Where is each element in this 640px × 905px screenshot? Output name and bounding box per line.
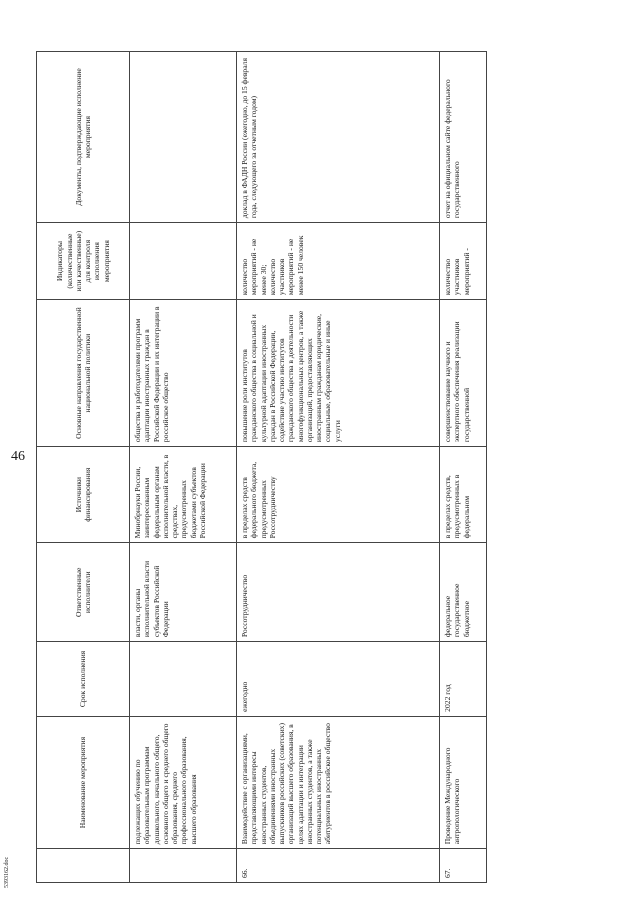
- cell-executors: Россотрудничество: [237, 543, 440, 642]
- cell-directions: общества и работодателями программ адаптации иностранных граждан в Российской Федерации и их интеграции в российское общество: [130, 300, 237, 447]
- header-term: Срок исполнения: [37, 642, 130, 717]
- cell-number: [130, 849, 237, 883]
- header-name: Наименование мероприятия: [37, 716, 130, 848]
- table-row: [237, 52, 440, 883]
- cell-documents: отчет на официальном сайте федерального государственного: [440, 52, 487, 223]
- header-number: [37, 849, 130, 883]
- rotated-page: [8, 37, 563, 897]
- cell-directions: повышение роли институтов гражданского общества в социальной и культурной адаптации иностранных граждан в Российской Федерации, содействие участию институтов гражданского общества в деятельности многофункциональных центров, а также организаций, предоставляющих иностранным гражданам юридические, социальные, образовательные и иные услуги: [237, 300, 440, 447]
- cell-funding: в пределах средств федерального бюджета, предусмотренных Россотрудничеству: [237, 447, 440, 543]
- cell-indicators: количество мероприятий - не менее 30; количество участников мероприятий - не менее 150 человек: [237, 223, 440, 300]
- cell-indicators: [130, 223, 237, 300]
- header-executors: Ответственные исполнители: [37, 543, 130, 642]
- cell-documents: доклад в ФАДН России (ежегодно, до 15 февраля года, следующего за отчетным годом): [237, 52, 440, 223]
- table-row: [440, 52, 487, 883]
- header-documents: Документы, подтверждающие исполнение мероприятия: [37, 52, 130, 223]
- cell-funding: в пределах средств, предусмотренных в федеральном: [440, 447, 487, 543]
- cell-number: 66.: [237, 849, 440, 883]
- table-header-row: [37, 52, 130, 883]
- header-indicators: Индикаторы (количественные или качественные) для контроля исполнения мероприятия: [37, 223, 130, 300]
- cell-directions: совершенствование научного и экспертного обеспечения реализации государственной: [440, 300, 487, 447]
- header-directions: Основные направления государственной национальной политики: [37, 300, 130, 447]
- cell-number: 67.: [440, 849, 487, 883]
- cell-term: ежегодно: [237, 642, 440, 717]
- footer-filename: 5393162.doc: [4, 856, 10, 888]
- header-funding: Источники финансирования: [37, 447, 130, 543]
- cell-funding: Минобрнауки России, заинтересованным федеральным органам исполнительной власти, в средствах, предусмотренных бюджетами субъектов Российской Федерации: [130, 447, 237, 543]
- cell-term: 2022 год: [440, 642, 487, 717]
- cell-documents: [130, 52, 237, 223]
- cell-executors: федеральное государственное бюджетное: [440, 543, 487, 642]
- cell-name: Взаимодействие с организациями, представляющими интересы иностранных студентов, объединениями иностранных выпускников российских (советских) организаций высшего образования, в целях адаптации и интеграции иностранных студентов, а также потенциальных иностранных абитуриентов в российское общество: [237, 716, 440, 848]
- cell-executors: власти, органы исполнительной власти субъектов Российской Федерации: [130, 543, 237, 642]
- table-row: [130, 52, 237, 883]
- cell-name: подлежащих обучению по образовательным программам дошкольного, начального общего, основного общего и среднего общего образования, среднего профессионального образования, высшего образования: [130, 716, 237, 848]
- activities-table: [36, 51, 487, 883]
- page-number: 46: [11, 449, 25, 464]
- cell-term: [130, 642, 237, 717]
- cell-indicators: количество участников мероприятий -: [440, 223, 487, 300]
- cell-name: Проведение Международного антропологического: [440, 716, 487, 848]
